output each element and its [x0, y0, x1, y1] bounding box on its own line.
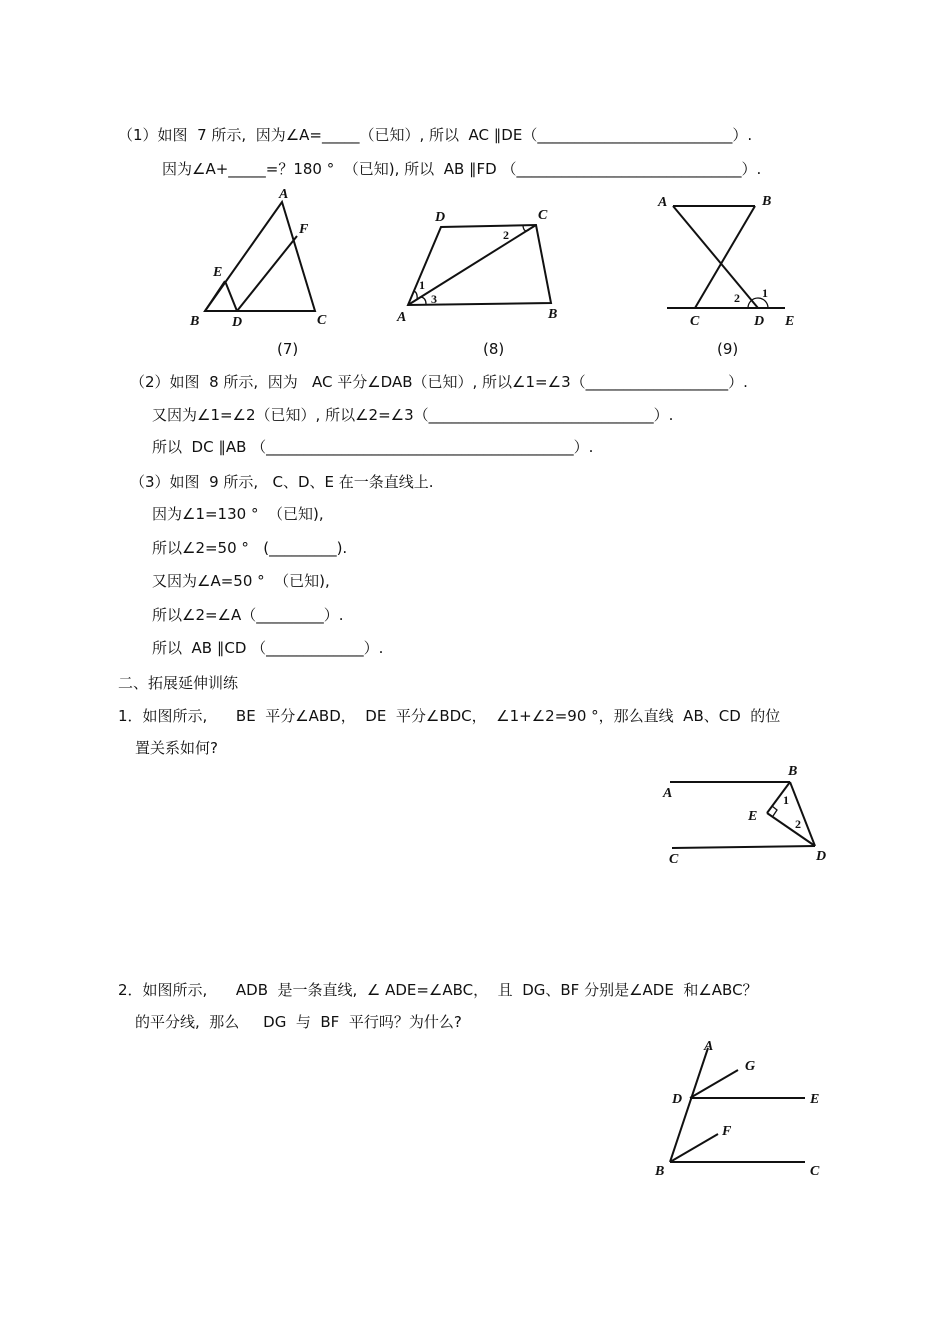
fig8-angle-1-arc	[414, 291, 417, 300]
fig7-label-f: F	[299, 222, 309, 237]
fig7-segment-ac	[205, 281, 225, 311]
question-2-line-2: 的平分线, 那么 DG 与 BF 平行吗？为什么?	[135, 1013, 462, 1031]
exercise-3-line-2: 因为∠1=130 ° （已知),	[152, 505, 324, 523]
figure-8	[393, 205, 573, 325]
question-1-line-1: 1．如图所示, BE 平分∠ABD， DE 平分∠BDC， ∠1+∠2=90 °，那么直线 AB、CD 的位	[118, 707, 781, 725]
fig7-label-a: A	[279, 187, 289, 202]
fig8-quadrilateral	[408, 225, 551, 305]
q2-label-g: G	[745, 1059, 756, 1074]
fig8-label-c: C	[538, 208, 548, 223]
question-1-line-2: 置关系如何?	[135, 739, 218, 757]
fig7-label-c: C	[317, 313, 327, 328]
fig9-label-d: D	[754, 314, 765, 329]
exercise-2-line-1: （2）如图 8 所示, 因为 AC 平分∠DAB（已知）, 所以∠1=∠3（___________________）.	[130, 373, 748, 391]
figure-7-caption: (7)	[277, 340, 299, 358]
fig8-angle-3-arc	[421, 297, 426, 304]
fig9-label-a: A	[658, 195, 668, 210]
section-2-heading: 二、拓展延伸训练	[118, 674, 239, 692]
q1-right-angle-mark	[772, 806, 777, 816]
fig8-angle-3-label: 3	[431, 292, 437, 306]
fig9-label-c: C	[690, 314, 700, 329]
exercise-2-line-3: 所以 DC ∥AB （_________________________________________）.	[152, 438, 594, 456]
fig9-angle-1-label: 1	[762, 286, 768, 300]
q2-label-d: D	[672, 1092, 683, 1107]
fig7-triangle-abc	[205, 202, 315, 311]
q1-label-a: A	[663, 786, 673, 801]
exercise-3-line-4: 又因为∠A=50 ° （已知),	[152, 572, 330, 590]
fig8-label-d: D	[435, 210, 446, 225]
q2-ray-dg	[690, 1070, 738, 1098]
fig9-label-b: B	[762, 194, 772, 209]
fig7-label-b: B	[190, 314, 200, 329]
fig8-label-a: A	[397, 310, 407, 325]
exercise-3-line-1: （3）如图 9 所示, C、D、E 在一条直线上.	[130, 473, 434, 491]
figure-8-caption: (8)	[483, 340, 505, 358]
q2-label-c: C	[810, 1164, 820, 1179]
exercise-3-line-3: 所以∠2=50 ° (_________).	[152, 539, 348, 557]
q1-label-c: C	[669, 852, 679, 867]
exercise-1-line-2: 因为∠A+_____=？180 ° （已知), 所以 AB ∥FD （______________________________）.	[162, 160, 762, 178]
q2-label-e: E	[810, 1092, 820, 1107]
fig8-diagonal-ac	[408, 225, 536, 305]
exercise-2-line-2: 又因为∠1=∠2（已知）, 所以∠2=∠3（______________________________）.	[152, 406, 674, 424]
fig9-angle-2-label: 2	[734, 291, 740, 305]
fig7-label-d: D	[232, 315, 243, 330]
question-2-line-1: 2．如图所示, ADB 是一条直线, ∠ ADE=∠ABC， 且 DG、BF 分别是∠ADE 和∠ABC？	[118, 981, 758, 999]
exercise-1-line-1: （1）如图 7 所示, 因为∠A=_____（已知）, 所以 AC ∥DE（__________________________）.	[118, 126, 753, 144]
question-1-figure	[660, 760, 840, 870]
q2-label-b: B	[655, 1164, 665, 1179]
figure-9	[655, 188, 815, 328]
exercise-3-line-6: 所以 AB ∥CD （_____________）.	[152, 639, 384, 657]
q1-angle-2-label: 2	[795, 817, 801, 831]
fig8-angle-1-label: 1	[419, 278, 425, 292]
q1-angle-1-label: 1	[783, 793, 789, 807]
fig8-angle-2-label: 2	[503, 228, 509, 242]
q1-label-d: D	[816, 849, 827, 864]
q1-line-cd	[672, 846, 815, 848]
figure-9-caption: (9)	[717, 340, 739, 358]
fig7-segment-df	[237, 236, 297, 311]
figure-7	[185, 188, 345, 328]
fig7-label-e: E	[213, 265, 223, 280]
fig9-label-e: E	[785, 314, 795, 329]
fig7-segment-ed	[225, 281, 237, 311]
fig8-label-b: B	[548, 307, 558, 322]
q1-label-e: E	[748, 809, 758, 824]
exercise-3-line-5: 所以∠2=∠A（_________）.	[152, 606, 344, 624]
q1-label-b: B	[788, 764, 798, 779]
q2-label-a: A	[704, 1039, 714, 1054]
q2-label-f: F	[722, 1124, 732, 1139]
question-2-figure	[650, 1040, 840, 1190]
